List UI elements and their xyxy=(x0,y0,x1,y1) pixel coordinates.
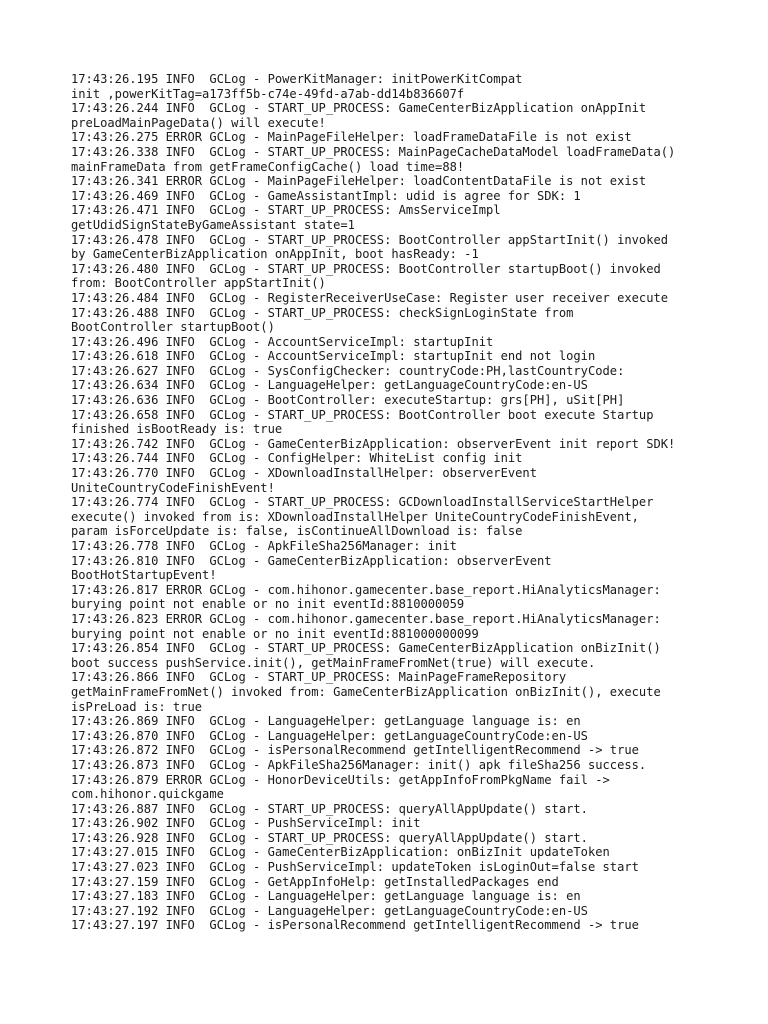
log-line: boot success pushService.init(), getMainFrameFromNet(true) will execute. xyxy=(71,655,596,670)
log-line: 17:43:26.873 INFO GCLog - ApkFileSha256Manager: init() apk fileSha256 success. xyxy=(71,757,647,772)
log-document xyxy=(71,72,751,933)
log-line: 17:43:26.770 INFO GCLog - XDownloadInstallHelper: observerEvent xyxy=(71,466,537,481)
log-line: 17:43:26.627 INFO GCLog - SysConfigChecker: countryCode:PH,lastCountryCode: xyxy=(71,363,625,378)
log-line: 17:43:26.244 INFO GCLog - START_UP_PROCESS: GameCenterBizApplication onAppInit xyxy=(71,101,647,116)
log-line: getUdidSignStateByGameAssistant state=1 xyxy=(71,217,355,232)
log-line: 17:43:26.338 INFO GCLog - START_UP_PROCESS: MainPageCacheDataModel loadFrameData() xyxy=(71,144,676,159)
log-line: 17:43:27.197 INFO GCLog - isPersonalRecommend getIntelligentRecommend -> true xyxy=(71,918,639,933)
log-line: 17:43:26.744 INFO GCLog - ConfigHelper: WhiteList config init xyxy=(71,451,523,466)
log-line: mainFrameData from getFrameConfigCache() load time=88! xyxy=(71,159,465,174)
log-line: 17:43:26.817 ERROR GCLog - com.hihonor.gamecenter.base_report.HiAnalyticsManager: xyxy=(71,582,661,597)
log-line: com.hihonor.quickgame xyxy=(71,787,224,802)
log-line: 17:43:26.471 INFO GCLog - START_UP_PROCESS: AmsServiceImpl xyxy=(71,203,501,218)
log-line: 17:43:27.159 INFO GCLog - GetAppInfoHelp: getInstalledPackages end xyxy=(71,874,559,889)
log-line: 17:43:26.902 INFO GCLog - PushServiceImpl: init xyxy=(71,816,421,831)
log-line: 17:43:26.658 INFO GCLog - START_UP_PROCESS: BootController boot execute Startup xyxy=(71,407,654,422)
log-line: finished isBootReady is: true xyxy=(71,422,283,437)
log-line: 17:43:26.496 INFO GCLog - AccountServiceImpl: startupInit xyxy=(71,334,494,349)
log-line: getMainFrameFromNet() invoked from: GameCenterBizApplication onBizInit(), execute xyxy=(71,684,661,699)
log-line: 17:43:26.879 ERROR GCLog - HonorDeviceUtils: getAppInfoFromPkgName fail -> xyxy=(71,772,610,787)
log-line: 17:43:26.742 INFO GCLog - GameCenterBizApplication: observerEvent init report SDK! xyxy=(71,436,676,451)
log-line: param isForceUpdate is: false, isContinueAllDownload is: false xyxy=(71,524,523,539)
log-line: 17:43:26.469 INFO GCLog - GameAssistantImpl: udid is agree for SDK: 1 xyxy=(71,188,581,203)
log-line: 17:43:26.869 INFO GCLog - LanguageHelper: getLanguage language is: en xyxy=(71,714,581,729)
log-line: isPreLoad is: true xyxy=(71,699,203,714)
log-line: execute() invoked from is: XDownloadInstallHelper UniteCountryCodeFinishEvent, xyxy=(71,509,639,524)
log-line: 17:43:26.928 INFO GCLog - START_UP_PROCESS: queryAllAppUpdate() start. xyxy=(71,830,588,845)
log-line: 17:43:26.774 INFO GCLog - START_UP_PROCESS: GCDownloadInstallServiceStartHelper xyxy=(71,495,654,510)
log-line: 17:43:26.810 INFO GCLog - GameCenterBizApplication: observerEvent xyxy=(71,553,552,568)
log-line: 17:43:27.023 INFO GCLog - PushServiceImpl: updateToken isLoginOut=false start xyxy=(71,860,639,875)
log-line: 17:43:26.195 INFO GCLog - PowerKitManager: initPowerKitCompat xyxy=(71,72,523,86)
log-line: BootHotStartupEvent! xyxy=(71,568,217,583)
log-line: 17:43:26.778 INFO GCLog - ApkFileSha256Manager: init xyxy=(71,539,457,553)
log-line: 17:43:26.488 INFO GCLog - START_UP_PROCESS: checkSignLoginState from xyxy=(71,305,574,320)
log-line: from: BootController appStartInit() xyxy=(71,276,326,291)
log-line: preLoadMainPageData() will execute! xyxy=(71,115,326,130)
log-line: init ,powerKitTag=a173ff5b-c74e-49fd-a7ab-dd14b836607f xyxy=(71,86,465,101)
log-line: burying point not enable or no init eventId:8810000059 xyxy=(71,597,465,612)
log-line: 17:43:26.478 INFO GCLog - START_UP_PROCESS: BootController appStartInit() invoked xyxy=(71,232,669,247)
log-line: 17:43:27.192 INFO GCLog - LanguageHelper: getLanguageCountryCode:en-US xyxy=(71,903,588,918)
log-line: 17:43:26.341 ERROR GCLog - MainPageFileHelper: loadContentDataFile is not exist xyxy=(71,174,647,189)
log-line: 17:43:26.870 INFO GCLog - LanguageHelper: getLanguageCountryCode:en-US xyxy=(71,728,588,743)
log-line: 17:43:26.854 INFO GCLog - START_UP_PROCESS: GameCenterBizApplication onBizInit() xyxy=(71,641,661,656)
log-line: 17:43:26.823 ERROR GCLog - com.hihonor.gamecenter.base_report.HiAnalyticsManager: xyxy=(71,611,661,626)
log-line: 17:43:26.480 INFO GCLog - START_UP_PROCESS: BootController startupBoot() invoked xyxy=(71,261,661,276)
log-line: UniteCountryCodeFinishEvent! xyxy=(71,480,275,495)
log-line: 17:43:26.636 INFO GCLog - BootController: executeStartup: grs[PH], uSit[PH] xyxy=(71,393,625,408)
log-line: BootController startupBoot() xyxy=(71,320,275,335)
log-line: 17:43:26.275 ERROR GCLog - MainPageFileHelper: loadFrameDataFile is not exist xyxy=(71,130,632,145)
log-line: by GameCenterBizApplication onAppInit, boot hasReady: -1 xyxy=(71,247,479,262)
log-line: 17:43:27.183 INFO GCLog - LanguageHelper: getLanguage language is: en xyxy=(71,889,581,904)
log-line: 17:43:26.887 INFO GCLog - START_UP_PROCESS: queryAllAppUpdate() start. xyxy=(71,801,588,816)
log-line: 17:43:26.484 INFO GCLog - RegisterReceiverUseCase: Register user receiver execute xyxy=(71,290,669,305)
log-lines xyxy=(71,72,751,933)
log-line: burying point not enable or no init eventId:881000000099 xyxy=(71,626,479,641)
log-line: 17:43:26.618 INFO GCLog - AccountServiceImpl: startupInit end not login xyxy=(71,349,596,364)
log-line: 17:43:26.872 INFO GCLog - isPersonalRecommend getIntelligentRecommend -> true xyxy=(71,743,639,758)
log-line: 17:43:26.866 INFO GCLog - START_UP_PROCESS: MainPageFrameRepository xyxy=(71,670,567,685)
log-line: 17:43:26.634 INFO GCLog - LanguageHelper: getLanguageCountryCode:en-US xyxy=(71,378,588,393)
log-line: 17:43:27.015 INFO GCLog - GameCenterBizApplication: onBizInit updateToken xyxy=(71,845,610,860)
